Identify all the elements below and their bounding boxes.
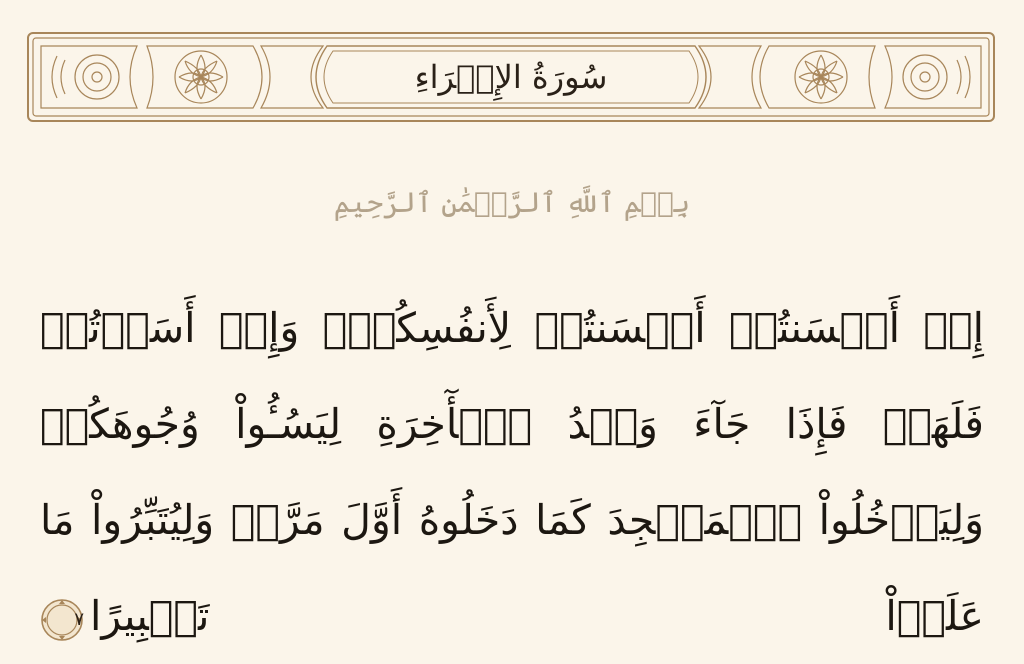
surah-title: سُورَةُ الإِسۡرَاءِ — [414, 58, 608, 96]
surah-header-frame — [27, 32, 995, 122]
basmala: بِسۡمِ ٱللَّهِ ٱلرَّحۡمَٰنِ ٱلرَّحِيمِ — [333, 186, 691, 219]
ayah-end-marker — [40, 598, 84, 642]
verse-block — [40, 280, 984, 664]
verse-text: إِنۡ أَحۡسَنتُمۡ أَحۡسَنتُمۡ لِأَنفُسِكُمۡۖ وَإِنۡ أَسَأۡتُمۡ فَلَهَاۚ فَإِذَا جَآءَ وَعۡدُ ٱلۡأٓخِرَةِ لِيَسُـُٔواْ وُجُوهَكُمۡ وَلِيَدۡخُلُواْ ٱلۡمَسۡجِدَ كَمَا دَخَلُوهُ أَوَّلَ مَرَّةٖ وَلِيُتَبِّرُواْ مَا عَلَوۡاْ تَتۡبِيرًا — [40, 304, 984, 640]
ayah-number: ٧ — [74, 608, 84, 630]
